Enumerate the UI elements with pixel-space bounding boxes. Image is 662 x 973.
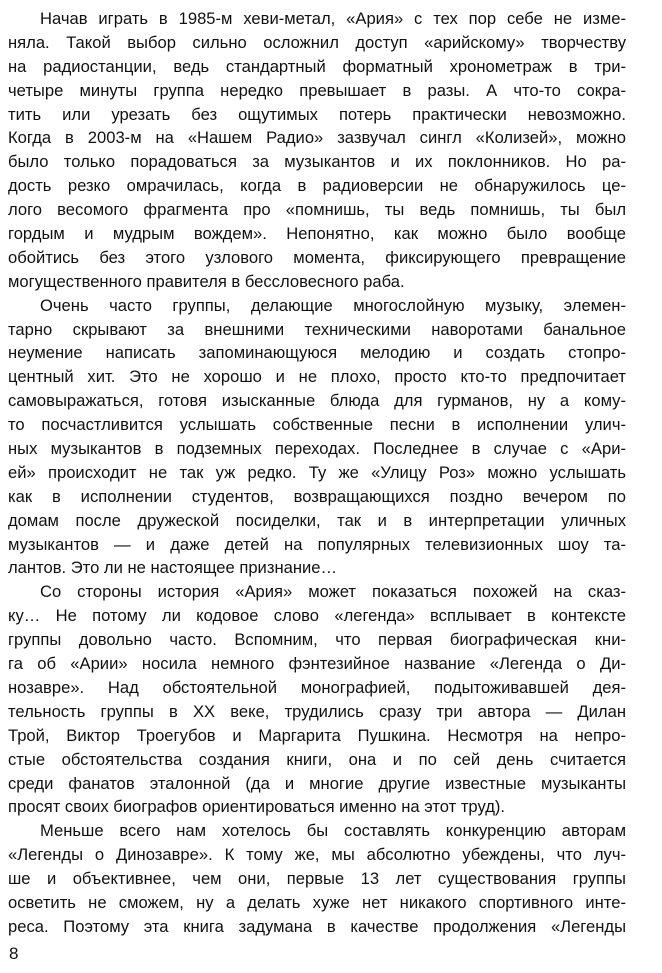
text-line: тельность группы в XX веке, трудились сразу три автора — Дилан (8, 701, 626, 721)
text-line: гордым и мудрым вождем». Непонятно, как можно было вообще (8, 224, 626, 244)
paragraph-1 (8, 7, 626, 294)
text-line: няла. Такой выбор сильно осложнил доступ «арийскому» творчеству (8, 32, 626, 52)
text-line: лого весомого фрагмента про «помнишь, ты ведь помнишь, ты был (8, 200, 626, 220)
text-line: группы довольно часто. Вспомним, что первая биографическая кни- (8, 630, 626, 650)
text-line: га об «Арии» носила немного фэнтезийное название «Легенда о Ди- (8, 654, 626, 674)
text-line: могущественного правителя в бессловесного раба. (8, 271, 405, 291)
text-line: музыкантов — и даже детей на популярных телевизионных шоу та- (8, 534, 626, 554)
text-line: то посчастливится услышать собственные песни в исполнении улич- (8, 415, 626, 435)
text-line: реса. Поэтому эта книга задумана в качестве продолжения «Легенды (8, 916, 626, 936)
text-line: ей» происходит не так уж редко. Ту же «Улицу Роз» можно услышать (8, 462, 626, 482)
text-line: самовыражаться, готовя изысканные блюда для гурманов, ну а кому- (8, 391, 626, 411)
page-number: 8 (9, 944, 19, 963)
text-line: осветить не сможем, ну а делать хуже нет никакого спортивного инте- (8, 892, 626, 912)
text-line: неумение написать запоминающуюся мелодию и создать стопро- (8, 343, 626, 363)
text-line: ше и объективнее, чем они, первые 13 лет существования группы (8, 869, 626, 889)
text-line: тарно скрывают за внешними техническими наворотами банальное (8, 319, 626, 339)
text-line: ку… Не потому ли кодовое слово «легенда» всплывает в контексте (8, 606, 626, 626)
text-line: Со стороны история «Ария» может показаться похожей на сказ- (40, 582, 626, 602)
text-line: центный хит. Это не хорошо и не плохо, просто кто-то предпочитает (8, 367, 626, 387)
text-line: Меньше всего нам хотелось бы составлять конкуренцию авторам (40, 821, 626, 841)
text-line: Очень часто группы, делающие многослойную музыку, элемен- (40, 295, 626, 315)
paragraph-4 (8, 819, 626, 938)
text-line: ных музыкантов в подземных переходах. Последнее в случае с «Ари- (8, 439, 626, 459)
text-line: стые обстоятельства создания книги, она и по сей день считается (8, 749, 626, 769)
text-line: дость резко омрачилась, когда в радиоверсии не обнаружилось це- (8, 176, 626, 196)
text-line: лантов. Это ли не настоящее признание… (8, 558, 338, 578)
text-line: домам после дружеской посиделки, так и в интерпретации уличных (8, 510, 626, 530)
text-line: как в исполнении студентов, возвращающихся поздно вечером по (8, 486, 626, 506)
body-text (8, 7, 626, 939)
paragraph-3 (8, 580, 626, 819)
text-line: Когда в 2003-м на «Нашем Радио» зазвучал сингл «Колизей», можно (8, 128, 626, 148)
text-line: было только порадоваться за музыкантов и их поклонников. Но ра- (8, 152, 626, 172)
text-line: среди фанатов эталонной (да и многие другие известные музыканты (8, 773, 626, 793)
text-line: «Легенды о Динозавре». К тому же, мы абсолютно убеждены, что луч- (8, 845, 626, 865)
text-line: Начав играть в 1985-м хеви-метал, «Ария» с тех пор себе не изме- (40, 9, 626, 28)
text-line: просят своих биографов ориентироваться именно на этот труд). (8, 797, 506, 817)
text-line: четыре минуты группа нередко превышает в разы. А что-то сокра- (8, 80, 626, 100)
text-line: нозавре». Над обстоятельной монографией, подытоживавшей дея- (8, 677, 626, 697)
text-line: обойтись без этого узлового момента, фиксирующего превращение (8, 247, 626, 267)
text-line: тить или урезать без ощутимых потерь практически невозможно. (8, 104, 626, 124)
text-line: Трой, Виктор Троегубов и Маргарита Пушкина. Несмотря на непро- (8, 725, 626, 745)
text-line: на радиостанции, ведь стандартный форматный хронометраж в три- (8, 56, 626, 76)
paragraph-2 (8, 294, 626, 581)
